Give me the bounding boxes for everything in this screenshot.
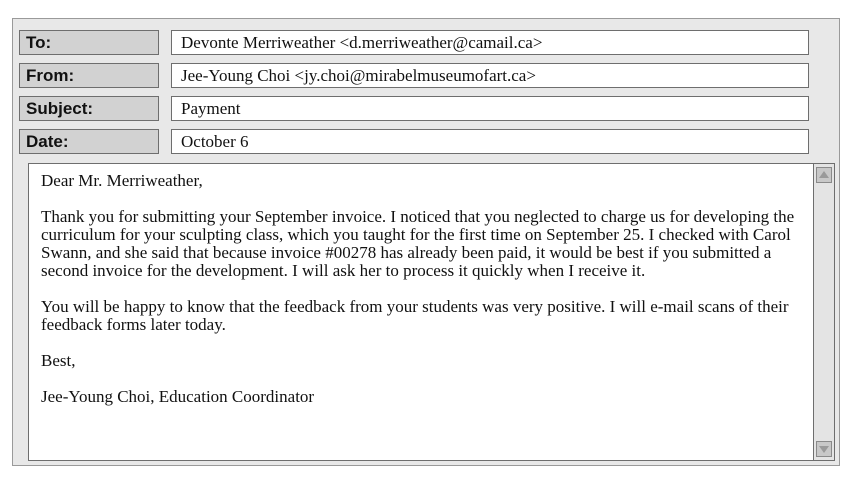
message-body[interactable] bbox=[28, 163, 813, 461]
to-field[interactable]: Devonte Merriweather <d.merriweather@camail.ca> bbox=[171, 30, 809, 55]
scroll-down-button[interactable] bbox=[816, 441, 832, 457]
body-paragraph: You will be happy to know that the feedback from your students was very positive. I will e-mail scans of their feedback forms later today. bbox=[41, 297, 789, 334]
scroll-down-arrow-icon bbox=[817, 442, 831, 456]
scroll-up-button[interactable] bbox=[816, 167, 832, 183]
closing: Best, bbox=[41, 351, 76, 370]
scroll-up-arrow-icon bbox=[817, 168, 831, 182]
date-label: Date: bbox=[19, 129, 159, 154]
vertical-scrollbar[interactable] bbox=[813, 163, 835, 461]
date-field[interactable]: October 6 bbox=[171, 129, 809, 154]
to-label: To: bbox=[19, 30, 159, 55]
subject-label: Subject: bbox=[19, 96, 159, 121]
greeting: Dear Mr. Merriweather, bbox=[41, 171, 203, 190]
from-label: From: bbox=[19, 63, 159, 88]
body-paragraph: Thank you for submitting your September invoice. I noticed that you neglected to charge us for developing the curriculum for your sculpting class, which you taught for the first time on September 25. I checked with Carol Swann, and she said that because invoice #00278 has already been paid, it would be best if you submitted a second invoice for the development. I will ask her to process it quickly when I receive it. bbox=[41, 207, 795, 280]
from-field[interactable]: Jee-Young Choi <jy.choi@mirabelmuseumofart.ca> bbox=[171, 63, 809, 88]
signature: Jee-Young Choi, Education Coordinator bbox=[41, 387, 315, 406]
subject-field[interactable]: Payment bbox=[171, 96, 809, 121]
